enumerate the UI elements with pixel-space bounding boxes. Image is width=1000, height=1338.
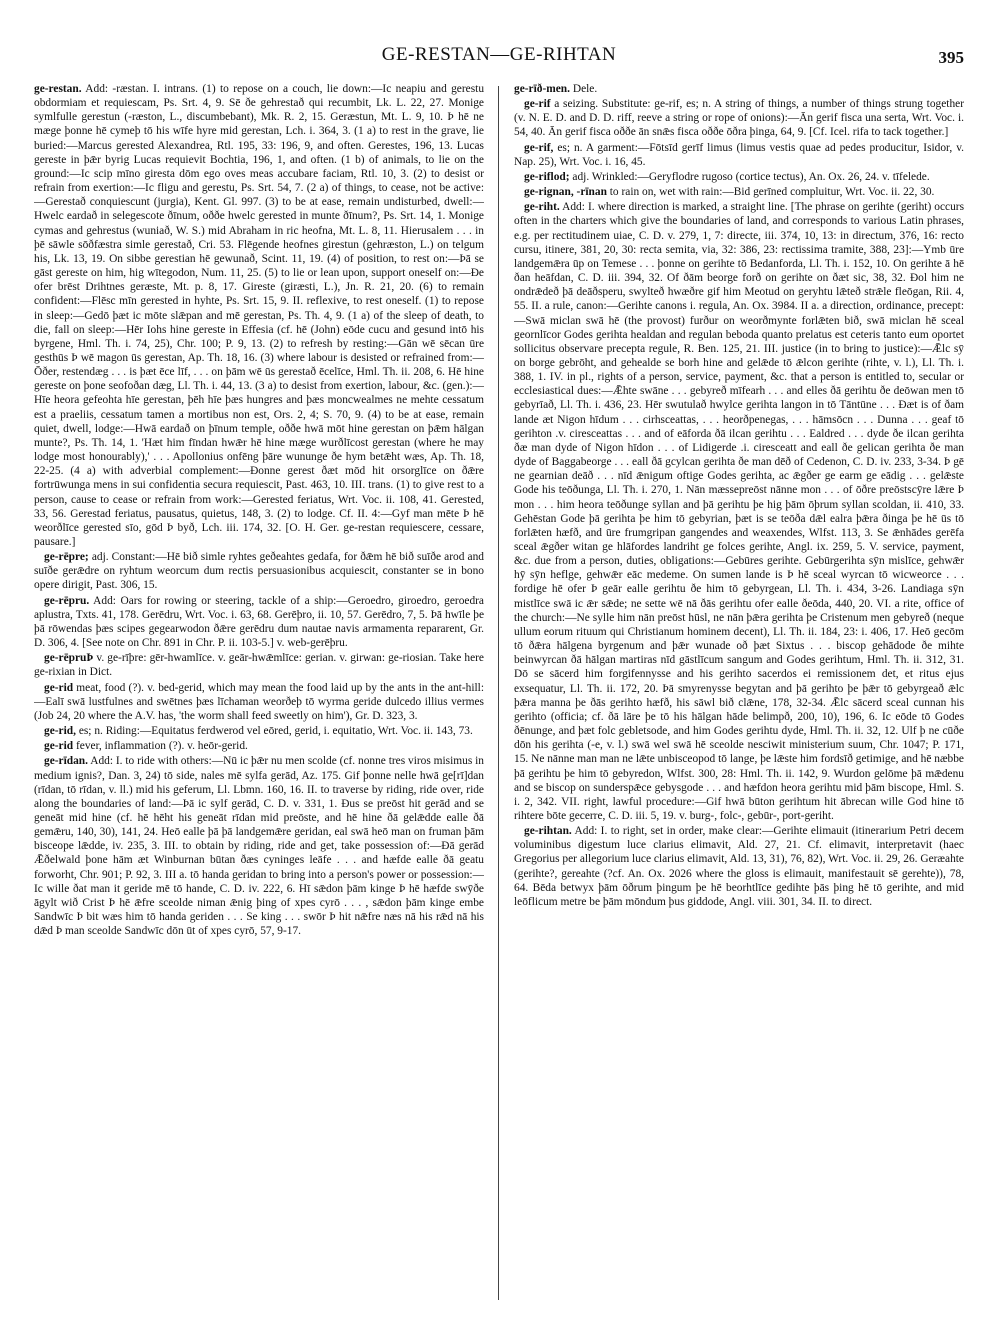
entry-headword: ge-riflod;: [524, 170, 570, 183]
dictionary-entry: [514, 141, 964, 169]
running-title: GE-RESTAN—GE-RIHTAN: [381, 44, 617, 65]
entry-headword: ge-rid,: [44, 725, 76, 738]
entry-text: Add: I. to right, set in order, make clear:—Gerihte elimauit (itinerarium Petri decem voluminibus digestum luce clarius elimavit, Ald. 27, 21. Cf. elimavit, interpretavit (haec Gregorius per allegorium luce clarius elimavit, Ald. 13, 31), 76, 82), Wrt. Voc. ii. 29, 26. Geræahte (gerihte?, gereahte (?cf. An. Ox. 2026 where the gloss is elimauit, manifestauit sē gerehte)), 78, 64. Bēda betwyx þām ōðrum þingum þe hē beorhtlīce gedihte þās þing hē tō gerihte, and mid leōflicum metre be þām mōndum þus giddode, Angl. viii. 301, 34. II. to direct.: [514, 825, 964, 908]
dictionary-entry: [514, 185, 964, 199]
entry-headword: ge-rēpre;: [44, 551, 89, 564]
entry-headword: ge-rihtan.: [524, 825, 572, 838]
right-column: [514, 82, 964, 1306]
entry-headword: ge-rēpru.: [44, 594, 90, 607]
entry-headword: ge-rīdan.: [44, 755, 88, 768]
dictionary-columns: [34, 82, 964, 1306]
dictionary-entry: [514, 824, 964, 909]
entry-headword: ge-rid: [44, 681, 74, 694]
entry-headword: ge-rif,: [524, 141, 554, 154]
entry-text: Add: I. where direction is marked, a straight line. [The phrase on gerihte (geriht) occurs often in the charters which give the boundaries of land, and corresponds to various Latin phrases, e.g. per rectitudinem uiae, C. D. v. 279, 1, 7: directe, iii. 374, 10, 13: in directum, 376, 16: recto cursu, itinere, 381, 20, 30: recta semita, via, 32: 386, 23: rectissima tramite, 388, 23]:—Ymb ūre landgemǣra ūp on Temese . . . þonne on gerihte tō Bedanforda, Ll. Th. i. 152, 10. On gerihte ā hē ðan heāfdan, C. D. iii. 394, 32. Of ðām beorge forð on gerihte on ðæt sic, 38, 32. Ðol him ne ondrǣdeð þā deāðsperu, swylteð hwæðre gif him Meotud on geryhtu lǣteð strǣle fleōgan, Rii. 4, 55. II. a rule, canon:—Gerihte canons i. regula, An. Ox. 3984. II a. a direction, ordinance, precept:—Swā miclan swā hē (the provost) furður on weorðmynte forlǣten bið, swā miclan hē sceal geornlīcor Godes gerihta healdan and regulan beboda quanto prelatus est ceteris tanto eum oportet sollicitus observare precepta regule, R. Ben. 125, 21. III. justice (in to bring to justice):—Ǣlc sȳ on borge gebrōht, and gehealde se borh hine and gelǣde tō ǣlcon gerihte (rihte, v. l.), Ll. Th. i. 388, 1. IV. in pl., rights of a person, service, payment, &c. that a person is entitled to, secular or ecclesiastical dues:—Ǣhte swāne . . . gebyreð mīfearh . . . and elles ðā gerihtu ðe deōwan men tō gebyrīað, Ll. Th. i. 436, 23. Hēr swutulað hwylce gerihta langon in tō Tāntūne . . . Ðæt is of ðam lande æt Nigon hīdum . . . cirhsceattas, . . . heorðpenegas, . . . hāmsōcn . . . Dunna . . . geaf tō gerihton .v. ciresceattas . . . and of eāforda ðā ilcan gerihtu . . . Ealdred . . . dyde ðe ilcan gerihta ðæ man dyde of Nigon hīdon . . . of Lidigerde .i. ciresceatt and eall ðe gelican gerihta ðe man dyde of Baggabeorge . . . eall ðā gcylcan gerihta ðe man dēð of Cedenon, C. D. iv. 233, 3-34. Þ gē ne gearnian deāð . . . nīd ǣnigum oftige Godes gerihta, ac ǣgðer ge earm ge eādig . . . gelǣste Gode his teōðunga, Ll. Th. i. 270, 1. Nān mæssepreōst nānne mon . . . of ōðre preōstscȳre lǣre Þ mon . . . him heora teōðunge syllan and þā gerihtu þe hig þām ōþrum syllan scoldan, ii. 410, 33. Gehēstan Gode þā gerihta þe him tō gebyrian, þæt is se teōða dǣl ealra þǣra ðinga þe hē ūs tō forlǣten hæfð, and ūre frumgripan gangendes and weaxendes, Wlfst. 113, 3. Se ǣnhādes gerēfa sceal ǣgðer witan ge hlāfordes landriht ge folces gerihte, Angl. ix. 259, 5. V. service, payment, &c. due from a person, duties, obligations:—Gebūres gerihte. Gebūrgerihta sȳn mislīce, gehwǣr hȳ sȳn heflge, gehwǣr eāc medeme. On sumen lande is Þ hē sceal wyrcan tō wicweorce . . . fordige hē ofer Þ geār ealle gerihtu ðe him tō gebyrgean, Ll. Th. i. 434, 3-26. Landiaga sȳn mistlīce swā ic ǣr sǣde; ne sette wē nā ðās gerihtu ofer ealle ðeōda, 440, 20. VI. a rite, office of the church:—Ne sylle him nān preōst hūsl, ne nān þǣra gerihta þe Cristenum men gebyreð (neque ullum eorum rituum qui Christianum hominem decent), Ll. Th. ii. 184, 23: i. 406, 17. Heō gecōm tō ðǣra hālgena byrgenum and þǣr wunade oð þæt Sixtus . . . biscop gehādode ðe mihte beinwyrcan ðā hālgan martiras nīd gāstlīcum sangum and Godes gerihtum, Hml. Th. ii. 312, 31. Dō se sācerd him forgifennysse and his gerihto sacerdos ei remissionem det, et ritus ejus exsequatur, Ll. Th. ii. 172, 20. Þā smyrenysse begytan and þā gerihto þe þǣr tō gebyrgeað ǣlc þǣra manna þe ðās gerihto hæfð, his sāwl bið clǣne, 178, 32-34. Ǣlc sācerd sceal cunnan his gerihto (officia; cf. ðā lāre þe tō his hālgan hāde belimpð, 200, 10), 196, 6. Ic eōde tō Godes ðēnunge, and þæt folc gebletsode, and him Godes gerihtu dyde, Hml. Th. ii. 32, 12. Ulf þ ne cūðe dōn his gerihta (-e, v. l.) swā wel swā hē sceolde nesciwit ministerium suum, Chr. 1047; P. 171, 15. Ne nānne man man ne lǣte unbisceopod tō lange, þe lǣste him fordsīð getimige, and hē næbbe þā gerihtu þe him tō gebyredon, Wlfst. 300, 28: Hml. Th. ii. 142, 9. Wurdon gelōme þā mǣdenu and se biscop on sunderspǣce gebysgode . . . and hæfdon heora gerihtu mid þām biscope, Hml. S. i. 2, 342. VII. right, lawful procedure:—Gif hwā būton gerihtum hit ābrecan wille God hine tō rihtere bōte gecerre, C. D. iii. 5, 19. v. burg-, folc-, gebūr-, port-geriht.: [514, 201, 964, 822]
entry-text: fever, inflammation (?). v. heōr-gerid.: [75, 740, 248, 753]
entry-headword: ge-riht.: [524, 201, 560, 214]
entry-headword: ge-rid: [44, 740, 74, 753]
entry-text: Add: -ræstan. I. intrans. (1) to repose on a couch, lie down:—Ic neapiu and gerestu obdormiam et requiescam, Ps. Srt. 4, 9. Sē ðe gehrestað qui recumbit, Lk. L. 22, 27. Monige symlfulle gerestun (-ræston, L., discumbebant), Mk. R. 2, 15. Geræstun, Mt. L. 9, 10. Þ hē ne mæge þonne hē cymeþ tō his wīfe hyre mid gerestan, Lch. i. 364, 3. (1 a) to rest in the grave, lie buried:—Marcus gerested Alexandrea, Rtl. 195, 33: 196, 9, and often. Gerestes, 196, 13. Lucas gereste in þǣr byrig Lucas requievit Bochtia, 196, 1, and often. (1 b) of animals, to lie on the ground:—Ic scip mīno giresta dōm ego oves meas accubare faciam, Rtl. 10, 3. (2) to desist or refrain from exertion:—Ic fligu and gerestu, Ps. Srt. 54, 7. (2 a) of things, to cease, not be active:—Gerestað conquiescunt (jurgia), Kent. Gl. 997. (3) to be at ease, remain undisturbed, dwell:—Hwelc eardað in selegescote ðīnum, oððe hwelc gerested in munte ðīnum?, Ps. Srt. 14, 1. Monige cymas and gehrestus (wuniað, W. S.) mid Abraham in ric heofna, Mt. L. 8, 11. Hierusalem . . . in þē sāwle sōðfæstra simle gerestað, Cri. 53. Flēgende heofnes girestun (gehræston, L.) on telgum his, Lk. 13, 19. On sibbe gerestian hē gewunað, Scint. 11, 19. (4) of position, to rest on:—Þā se gāst gereste on him, hig wītegodon, Num. 11, 25. (5) to lie or lean upon, support oneself on:—Ðe ofer brēst Drihtnes geræste, Mt. p. 8, 17. Gireste (giræsti, L.), Jn. R. 21, 20. (6) to remain confident:—Flēsc mīn gerested in hyhte, Ps. Srt. 15, 9. II. reflexive, to rest oneself. (1) to repose in sleep:—Gedō þæt ic mōte slǣpan and mē gerestan, Ps. Th. 4, 9. (1 a) of the sleep of death, to die, fall on sleep:—Hēr Iohs hine gereste in Effesia (cf. hē (John) eōde cucu and gesund intō his byrgene, Hml. Th. i. 74, 25), Chr. 100; P. 9, 13. (2) to refresh by resting:—Gān wē sēcan ūre gesthūs Þ wē magon ūs gerestan, Ap. Th. 18, 16. (3) where labour is desisted or refrained from:—Ōðer, restendæg . . . is þæt ēce līf, . . . on þām wē ūs gerestað ēcelīce, Hml. Th. ii. 208, 6. Hē hine gereste on þone seofoðan dæg, Ll. Th. i. 44, 13. (3 a) to desist from exertion, labour, &c. (gen.):—Hīe heora gefeohta hīe gerestan, þēh hīe þæs hungres and þæs moncwealmes ne mehte cessatum est a praeliis, cessatum tamen a mortibus non est, Ors. 2, 4; S. 70, 9. (4) to be at ease, remain quiet, dwell, lodge:—Hwā eardað on þīnum temple, oððe hwā mōt hine gerestan on þǣm hālgan munte?, Ps. Th. 14, 1. 'Hæt him fīndan hwǣr hē hine mæge wurðlīcost gerestan (where he may lodge most honourably),' . . . Apollonius onfēng þāre wununge ðe hym betǣht wæs, Ap. Th. 18, 22-25. (4 a) with adverbial complement:—Ðonne gerest ðæt mōd hit orsorglīce on ðǣre fortrūwunga mens in sui confidentia secura requiescit, Past. 463, 10. III. trans. (1) to give rest to a person, cause to cease or refrain from work:—Gerested feriatus, Wrt. Voc. ii. 108, 41. Gerested, 33, 56. Gerestad feriatus, pausatus, quietus, 148, 3. (2) to lodge. Cf. II. 4:—Gyf man mēte Þ hē weorðlīce gerested sīo, gōd Þ byð, Lch. iii. 174, 32. [O. H. Ger. ge-restan requiescere, cessare, pausare.]: [34, 83, 484, 548]
dictionary-entry: [514, 200, 964, 823]
entry-text: Add: Oars for rowing or steering, tackle of a ship:—Geroedro, giroedro, geroedra aplustra, Txts. 41, 178. Gerēdru, Wrt. Voc. i. 63, 68. Gerēþro, ii. 10, 57. Gerēdro, 7, 5. Þā hwīle þe þā rōwendas þæs scipes gegearwodon ðǣre gerēdru dum nautae navis armamenta repararent, Gr. D. 306, 4. [See note on Chr. 891 in Chr. P. ii. 103-5.] v. web-gerēþru.: [34, 594, 484, 650]
entry-text: es; n. Riding:—Equitatus ferdwerod vel eōred, gerid, i. equitatio, Wrt. Voc. ii. 143, 73.: [78, 725, 473, 738]
page-header: [34, 44, 964, 74]
dictionary-entry: [34, 681, 484, 723]
entry-text: es; n. A garment:—Fōtsīd gerīf limus (limus vestis quae ad pedes producitur, Isidor, v. Nap. 25), Wrt. Voc. i. 16, 45.: [514, 141, 964, 168]
left-column: [34, 82, 484, 1306]
entry-text: a seizing. Substitute: ge-rif, es; n. A string of things, a number of things strung together (v. N. E. D. and D. D. riff, reeve a string or rope of onions):—Ān gerif fisca una serta, Wrt. Voc. i. 54, 40. Ān gerif fisca oððe ān snǣs fisca oððe ōðra þinga, 64, 9. [Cf. Icel. rifa to tack together.]: [514, 98, 964, 139]
entry-text: meat, food (?). v. bed-gerid, which may mean the food laid up by the ants in the ant-hill:—Ealī swā lustfulnes and swētnes þæs līchaman weorðeþ tō wyrma geride dulcedo illius vermes (Job 24, 20 where the A.V. has, 'the worm shall feed sweetly on him'), Gr. D. 323, 3.: [34, 681, 484, 722]
entry-headword: ge-rēpruÞ: [44, 652, 94, 665]
entry-text: adj. Constant:—Hē bið simle ryhtes geðeahtes gedafa, for ðǣm hē bið suīðe arod and suīðe gerǣdre on ryhtum weorcum dum rectis persuasionibus acquiescit, constanter se in bono opere dirigit, Past. 306, 15.: [34, 551, 484, 592]
entry-text: Add: I. to ride with others:—Nū ic þǣr nu men scolde (cf. nonne tres viros misimus in medium ignis?, Dan. 3, 24) tō side, nales mē sylfa gerād, Az. 175. Gif þonne nelle hwā ge[rī]dan (rīdan, tō rīdan, v. ll.) mid his geferum, Ll. Lbmn. 160, 16. II. to traverse by riding, ride over, ride along the boundaries of land:—Þā ic sylf gerād, C. D. v. 331, 1. Ðus se preōst hit gerād and se geneāt mid hine (cf. hē hēht his geneāt rīdan mid preōste, and hē hine ðā gelǣdde ealle ðā gemǣru, 140, 30), 141, 24. Heō ealle þā þā landgemǣre geridan, eal swā heō man on fruman þām bisceope lǣdde, iv. 235, 3. III. to obtain by riding, ride and get, take possession of:—Ðā gerād Ǣðelwald þone hām æt Winburnan būtan ðæs cyninges leāfe . . . and hæfde ealle ðā geatu forworht, Chr. 901; P. 92, 3. III a. tō handa geridan to bring into a person's power or possession:—Ic wille ðat man it geride mē tō hande, C. D. iv. 222, 6. Hī sǣdon þām kinge Þ hē hæfde swȳðe āgylt wið Crist Þ hē ǣfre sceolde niman ǣnig þing of xpes cyrō . . . , sǣdon þām kinge embe Sandwīc Þ bit wæs him tō handa geriden . . . Se king . . . swōr Þ hit nǣfre næs nā his rǣd nā his dǣd Þ man sceolde Sandwīc dōn ūt of xpes cyrō, 57, 9-17.: [34, 755, 484, 938]
entry-text: adj. Wrinkled:—Geryflodre rugoso (cortice tectus), An. Ox. 26, 24. v. tīfelede.: [572, 170, 930, 183]
entry-headword: ge-rīð-men.: [514, 83, 570, 95]
dictionary-entry: [34, 739, 484, 753]
entry-headword: ge-restan.: [34, 83, 82, 95]
entry-headword: ge-rignan, -rīnan: [524, 186, 607, 199]
dictionary-entry: [34, 594, 484, 651]
dictionary-entry: [514, 170, 964, 184]
dictionary-entry: [514, 97, 964, 139]
dictionary-entry: [34, 754, 484, 938]
dictionary-entry: [514, 82, 964, 96]
dictionary-entry: [34, 82, 484, 549]
entry-text: to rain on, wet with rain:—Bid gerīned compluitur, Wrt. Voc. ii. 22, 30.: [609, 186, 935, 199]
page-number: 395: [938, 48, 964, 67]
dictionary-entry: [34, 550, 484, 592]
entry-headword: ge-rif: [524, 98, 551, 111]
dictionary-entry: [34, 724, 484, 738]
dictionary-entry: [34, 651, 484, 679]
entry-text: Dele.: [572, 83, 598, 95]
entry-text: v. ge-rīþre: gēr-hwamlīce. v. geār-hwǣmlīce: gerian. v. girwan: ge-riosian. Take here ge-rixian in Dict.: [34, 652, 484, 679]
